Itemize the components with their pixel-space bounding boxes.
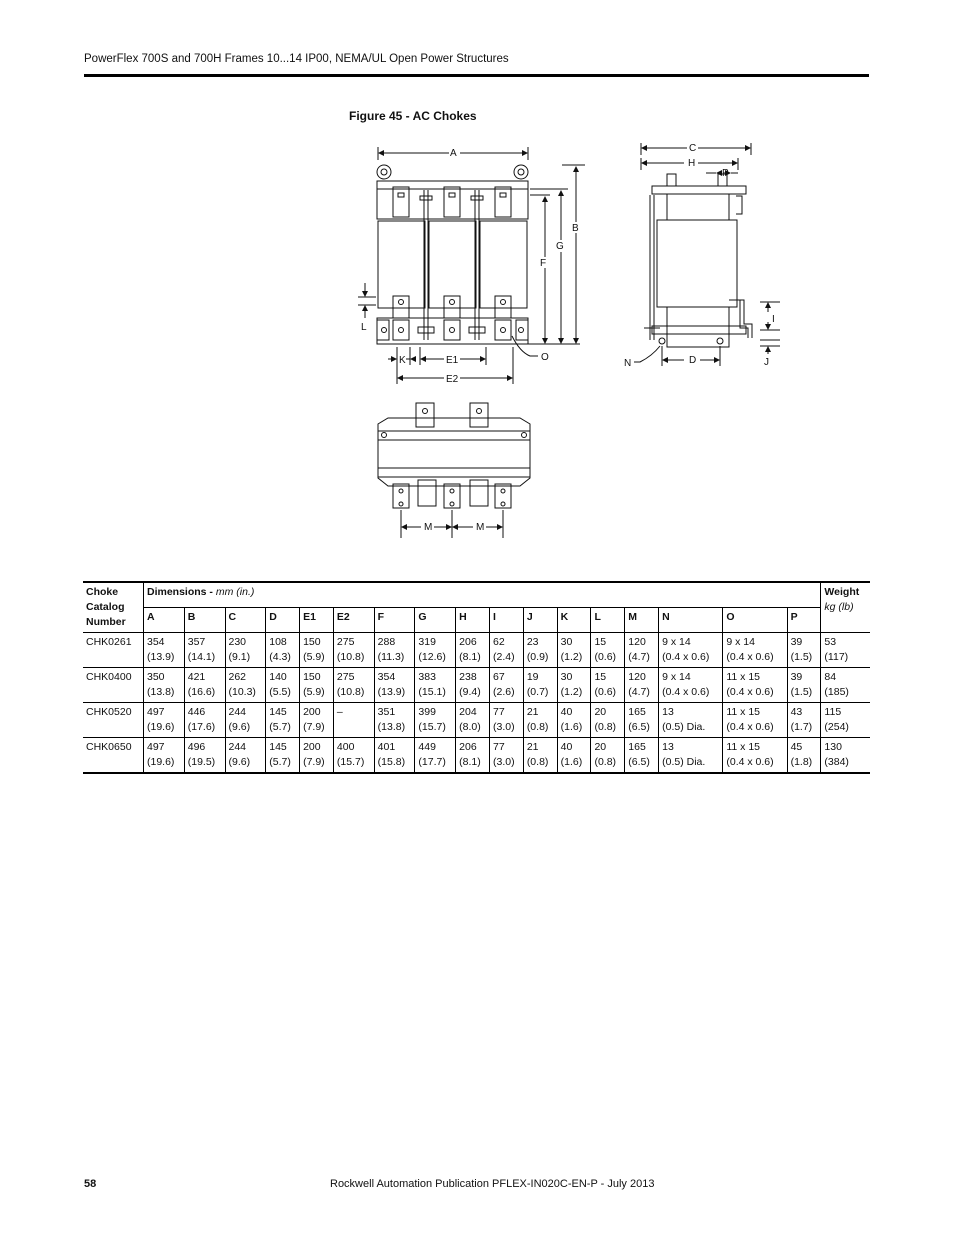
inch-value: (0.4 x 0.6) <box>726 686 774 698</box>
mm-value: 401 <box>377 741 396 753</box>
mm-value: 206 <box>459 741 477 753</box>
mm-value: 319 <box>418 636 436 648</box>
dimension-cell <box>723 703 787 738</box>
mm-value: 145 <box>269 706 287 718</box>
mm-value: 77 <box>492 741 505 753</box>
mm-value: 383 <box>418 671 436 683</box>
col-header: P <box>787 608 821 633</box>
dim-label-i: I <box>772 314 775 325</box>
dimension-cell <box>225 703 266 738</box>
dimension-cell <box>415 633 456 668</box>
dimension-cell <box>225 633 266 668</box>
inch-value: (1.2) <box>560 651 583 663</box>
mm-value: 30 <box>560 636 573 648</box>
mm-value: 200 <box>303 741 321 753</box>
mm-value: 39 <box>790 671 803 683</box>
dimension-cell <box>489 668 523 703</box>
inch-value: (3.0) <box>492 756 515 768</box>
mm-value: 9 x 14 <box>662 671 691 683</box>
mm-value: 11 x 15 <box>726 671 761 683</box>
kg-value: 130 <box>824 741 842 753</box>
inch-value: (19.6) <box>147 756 175 768</box>
inch-value: (5.5) <box>269 686 291 698</box>
mm-value: 244 <box>228 706 247 718</box>
inch-value: (0.4 x 0.6) <box>662 686 710 698</box>
inch-value: (8.0) <box>459 721 481 733</box>
col-header: M <box>625 608 659 633</box>
inch-value: (17.7) <box>418 756 446 768</box>
inch-value: (11.3) <box>377 651 405 663</box>
mm-value: 45 <box>790 741 803 753</box>
ac-choke-drawing <box>0 0 954 560</box>
dimensions-header: Dimensions - mm (in.) <box>144 582 821 608</box>
dim-label-g: G <box>556 241 564 252</box>
inch-value: (1.6) <box>560 756 583 768</box>
mm-value: 15 <box>594 671 607 683</box>
dimension-cell <box>333 633 374 668</box>
inch-value: (13.9) <box>377 686 406 698</box>
choke-catalog-header: Choke Catalog Number <box>83 582 144 633</box>
mm-value: 77 <box>492 706 505 718</box>
inch-value: (1.8) <box>790 756 813 768</box>
dimension-cell <box>415 738 456 774</box>
dimension-cell <box>787 738 821 774</box>
inch-value: (0.4 x 0.6) <box>726 756 774 768</box>
mm-value: 13 <box>662 706 674 718</box>
dimension-cell <box>333 738 374 774</box>
inch-value: (12.6) <box>418 651 446 663</box>
mm-value: 165 <box>628 741 646 753</box>
dim-label-h: H <box>688 158 696 169</box>
mm-value: 40 <box>560 741 573 753</box>
mm-value: 497 <box>147 706 165 718</box>
inch-value: (19.6) <box>147 721 175 733</box>
table-row <box>83 668 870 703</box>
inch-value: (1.5) <box>790 651 813 663</box>
mm-value: 30 <box>560 671 573 683</box>
col-header: O <box>723 608 787 633</box>
inch-value: (4.7) <box>628 686 650 698</box>
dim-label-a: A <box>450 148 457 159</box>
publication-footer: Rockwell Automation Publication PFLEX-IN020C-EN-P - July 2013 <box>330 1178 655 1190</box>
inch-value: (5.9) <box>303 651 325 663</box>
mm-value: 275 <box>336 636 355 648</box>
lb-value: (384) <box>824 756 849 768</box>
inch-value: (6.5) <box>628 756 650 768</box>
mm-value: 288 <box>377 636 396 648</box>
dimension-cell <box>456 668 490 703</box>
kg-value: 115 <box>824 706 842 718</box>
dimension-cell <box>723 738 787 774</box>
dimension-cell <box>659 703 723 738</box>
col-header: A <box>144 608 185 633</box>
mm-value: 165 <box>628 706 646 718</box>
dimension-cell <box>557 633 591 668</box>
mm-value: 21 <box>526 706 539 718</box>
col-header: E2 <box>333 608 374 633</box>
dimension-cell <box>144 668 185 703</box>
mm-value: 9 x 14 <box>662 636 691 648</box>
mm-value: 9 x 14 <box>726 636 755 648</box>
dimension-cell <box>184 668 225 703</box>
col-header: K <box>557 608 591 633</box>
dimension-cell <box>591 633 625 668</box>
inch-value: (15.7) <box>336 756 365 768</box>
inch-value: (8.1) <box>459 756 481 768</box>
inch-value: (4.7) <box>628 651 650 663</box>
dim-label-e1: E1 <box>446 355 459 366</box>
mm-value: 238 <box>459 671 477 683</box>
mm-value: 275 <box>336 671 355 683</box>
col-header: J <box>523 608 557 633</box>
mm-value: 351 <box>377 706 396 718</box>
dim-label-f: F <box>540 258 547 269</box>
mm-value: 357 <box>187 636 206 648</box>
dimension-cell <box>456 703 490 738</box>
inch-value <box>337 720 371 735</box>
col-header: D <box>266 608 300 633</box>
inch-value: (3.0) <box>492 721 515 733</box>
inch-value: (19.5) <box>187 756 216 768</box>
col-header: C <box>225 608 266 633</box>
inch-value: (0.4 x 0.6) <box>662 651 710 663</box>
mm-value: 244 <box>228 741 247 753</box>
inch-value: (0.6) <box>594 651 617 663</box>
mm-value: 23 <box>526 636 539 648</box>
dimension-cell <box>144 738 185 774</box>
inch-value: (10.8) <box>336 651 365 663</box>
lb-value: (254) <box>824 721 849 733</box>
mm-value: 11 x 15 <box>726 706 761 718</box>
inch-value: (14.1) <box>187 651 216 663</box>
col-header: B <box>184 608 225 633</box>
inch-value: (0.5) Dia. <box>662 721 706 733</box>
mm-value: 262 <box>228 671 247 683</box>
dimension-cell <box>266 738 300 774</box>
col-header: E1 <box>300 608 334 633</box>
dimension-cell <box>144 703 185 738</box>
mm-value: – <box>336 706 343 718</box>
inch-value: (8.1) <box>459 651 481 663</box>
inch-value: (1.7) <box>790 721 813 733</box>
inch-value: (15.8) <box>377 756 406 768</box>
mm-value: 15 <box>594 636 607 648</box>
mm-value: 354 <box>377 671 396 683</box>
dimension-cell <box>266 668 300 703</box>
mm-value: 446 <box>187 706 206 718</box>
dim-label-e2: E2 <box>446 374 459 385</box>
table-row <box>83 633 870 668</box>
mm-value: 39 <box>790 636 803 648</box>
dimension-cell <box>456 738 490 774</box>
dimension-cell <box>266 703 300 738</box>
dimension-cell <box>591 738 625 774</box>
dimension-cell <box>374 738 415 774</box>
dimension-cell <box>415 703 456 738</box>
dimension-cell <box>300 633 334 668</box>
col-header: F <box>374 608 415 633</box>
mm-value: 449 <box>418 741 436 753</box>
inch-value: (1.6) <box>560 721 583 733</box>
lb-value: (185) <box>824 686 849 698</box>
dim-label-n: N <box>624 358 632 369</box>
dim-label-j: J <box>764 357 769 368</box>
dim-label-k: K <box>399 355 406 366</box>
mm-value: 120 <box>628 636 646 648</box>
inch-value: (13.8) <box>147 686 175 698</box>
page-number: 58 <box>84 1178 97 1190</box>
dimension-cell <box>523 703 557 738</box>
mm-value: 496 <box>187 741 206 753</box>
dimension-cell <box>787 703 821 738</box>
dimension-cell <box>591 668 625 703</box>
mm-value: 206 <box>459 636 477 648</box>
dimension-cell <box>374 703 415 738</box>
col-header: L <box>591 608 625 633</box>
dimension-cell <box>723 668 787 703</box>
dim-label-b: B <box>572 223 579 234</box>
dimension-cell <box>523 738 557 774</box>
dimension-cell <box>523 633 557 668</box>
col-header: H <box>456 608 490 633</box>
inch-value: (10.3) <box>228 686 256 698</box>
inch-value: (1.2) <box>560 686 583 698</box>
dimension-cell <box>333 703 374 738</box>
mm-value: 13 <box>662 741 674 753</box>
dimension-cell <box>523 668 557 703</box>
ac-choke-dimensions-table <box>83 581 870 774</box>
col-header: G <box>415 608 456 633</box>
inch-value: (10.8) <box>336 686 365 698</box>
figure-title: Figure 45 - AC Chokes <box>349 109 477 123</box>
mm-value: 230 <box>228 636 247 648</box>
weight-cell <box>821 703 870 738</box>
dimension-cell <box>787 668 821 703</box>
inch-value: (9.6) <box>228 721 251 733</box>
dim-label-m1: M <box>424 522 433 533</box>
inch-value: (0.8) <box>594 756 617 768</box>
dim-label-p: P <box>722 168 729 179</box>
catalog-number-cell: CHK0520 <box>83 703 144 738</box>
mm-value: 421 <box>187 671 206 683</box>
inch-value: (13.9) <box>147 651 175 663</box>
dimension-cell <box>659 738 723 774</box>
mm-value: 19 <box>526 671 539 683</box>
dim-label-o: O <box>541 352 549 363</box>
dimension-cell <box>659 668 723 703</box>
weight-header: Weight kg (lb) <box>821 582 870 633</box>
table-row <box>83 738 870 774</box>
catalog-number-cell: CHK0261 <box>83 633 144 668</box>
inch-value: (5.9) <box>303 686 325 698</box>
inch-value: (1.5) <box>790 686 813 698</box>
dimension-cell <box>184 703 225 738</box>
dimension-cell <box>489 703 523 738</box>
weight-cell <box>821 738 870 774</box>
dimension-cell <box>300 703 334 738</box>
dim-label-l: L <box>361 322 367 333</box>
dimension-cell <box>184 633 225 668</box>
inch-value: (0.7) <box>526 686 549 698</box>
inch-value: (7.9) <box>303 756 325 768</box>
dimension-cell <box>333 668 374 703</box>
dimension-cell <box>489 633 523 668</box>
mm-value: 140 <box>269 671 287 683</box>
dimension-cell <box>456 633 490 668</box>
inch-value: (0.8) <box>594 721 617 733</box>
dimension-cell <box>489 738 523 774</box>
inch-value: (15.7) <box>418 721 446 733</box>
inch-value: (2.4) <box>492 651 515 663</box>
mm-value: 350 <box>147 671 165 683</box>
dimension-cell <box>659 633 723 668</box>
dimension-cell <box>374 668 415 703</box>
mm-value: 11 x 15 <box>726 741 761 753</box>
dim-label-d: D <box>689 355 697 366</box>
mm-value: 120 <box>628 671 646 683</box>
inch-value: (0.5) Dia. <box>662 756 706 768</box>
mm-value: 20 <box>594 706 607 718</box>
inch-value: (9.4) <box>459 686 481 698</box>
weight-cell <box>821 633 870 668</box>
dim-label-m2: M <box>476 522 485 533</box>
kg-value: 53 <box>824 636 837 648</box>
inch-value: (0.4 x 0.6) <box>726 651 774 663</box>
dimension-cell <box>625 668 659 703</box>
inch-value: (0.8) <box>526 721 549 733</box>
inch-value: (0.4 x 0.6) <box>726 721 774 733</box>
inch-value: (5.7) <box>269 721 291 733</box>
dimension-cell <box>374 633 415 668</box>
mm-value: 40 <box>560 706 573 718</box>
mm-value: 150 <box>303 636 321 648</box>
mm-value: 21 <box>526 741 539 753</box>
mm-value: 399 <box>418 706 436 718</box>
mm-value: 43 <box>790 706 803 718</box>
inch-value: (9.6) <box>228 756 251 768</box>
column-header-row <box>83 608 870 633</box>
mm-value: 62 <box>492 636 505 648</box>
dimension-cell <box>266 633 300 668</box>
inch-value: (0.6) <box>594 686 617 698</box>
inch-value: (2.6) <box>492 686 515 698</box>
mm-value: 67 <box>492 671 505 683</box>
mm-value: 497 <box>147 741 165 753</box>
mm-value: 20 <box>594 741 607 753</box>
table-row <box>83 703 870 738</box>
inch-value: (17.6) <box>187 721 216 733</box>
inch-value: (7.9) <box>303 721 325 733</box>
dimension-cell <box>787 633 821 668</box>
inch-value: (9.1) <box>228 651 251 663</box>
dimension-cell <box>415 668 456 703</box>
inch-value: (5.7) <box>269 756 291 768</box>
mm-value: 108 <box>269 636 287 648</box>
mm-value: 400 <box>336 741 355 753</box>
col-header: I <box>489 608 523 633</box>
lb-value: (117) <box>824 651 849 663</box>
dimension-cell <box>591 703 625 738</box>
col-header: N <box>659 608 723 633</box>
mm-value: 354 <box>147 636 165 648</box>
inch-value: (0.8) <box>526 756 549 768</box>
dimension-cell <box>300 668 334 703</box>
mm-value: 145 <box>269 741 287 753</box>
dimension-cell <box>625 738 659 774</box>
mm-value: 200 <box>303 706 321 718</box>
dimension-cell <box>557 738 591 774</box>
dimension-cell <box>557 668 591 703</box>
dim-label-c: C <box>689 143 697 154</box>
dimension-cell <box>625 633 659 668</box>
inch-value: (0.9) <box>526 651 549 663</box>
kg-value: 84 <box>824 671 837 683</box>
running-header: PowerFlex 700S and 700H Frames 10...14 IP00, NEMA/UL Open Power Structures <box>84 53 509 65</box>
inch-value: (4.3) <box>269 651 291 663</box>
catalog-number-cell: CHK0400 <box>83 668 144 703</box>
mm-value: 204 <box>459 706 477 718</box>
inch-value: (13.8) <box>377 721 406 733</box>
dimension-cell <box>557 703 591 738</box>
inch-value: (15.1) <box>418 686 446 698</box>
inch-value: (16.6) <box>187 686 216 698</box>
weight-cell <box>821 668 870 703</box>
inch-value: (6.5) <box>628 721 650 733</box>
dimension-cell <box>625 703 659 738</box>
dimension-cell <box>225 738 266 774</box>
catalog-number-cell: CHK0650 <box>83 738 144 774</box>
dimension-cell <box>184 738 225 774</box>
dimension-cell <box>723 633 787 668</box>
dimension-cell <box>300 738 334 774</box>
dimension-cell <box>225 668 266 703</box>
dimension-cell <box>144 633 185 668</box>
mm-value: 150 <box>303 671 321 683</box>
